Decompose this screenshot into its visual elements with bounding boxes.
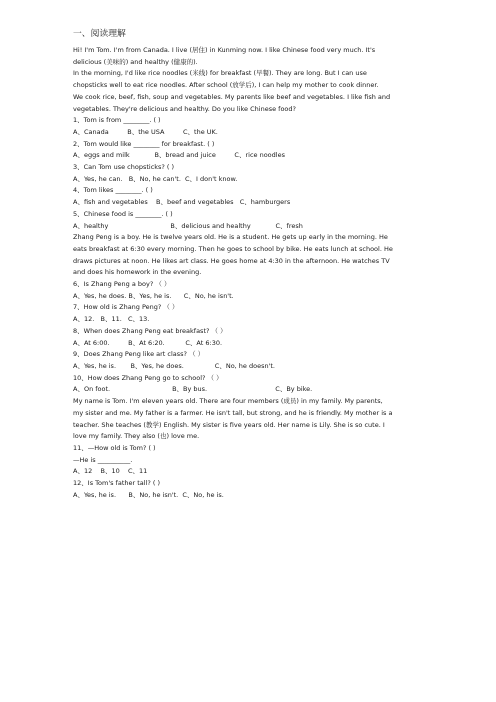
answer-options: A、Canada B、the USA C、the UK. xyxy=(73,127,218,136)
answer-options: A、At 6:00. B、At 6:20. C、At 6:30. xyxy=(73,338,223,347)
passage-line: and does his homework in the evening. xyxy=(73,268,202,277)
passage-line: love my family. They also (也) love me. xyxy=(73,432,200,441)
answer-options: A、On foot. B、By bus. C、By bike. xyxy=(73,385,313,394)
passage-line: draws pictures at noon. He likes art class. He goes home at 4:30 in the afternoon. He watches TV xyxy=(73,256,390,265)
passage-line: vegetables. They're delicious and healthy. Do you like Chinese food? xyxy=(73,104,296,113)
passage-line: delicious (美味的) and healthy (健康的). xyxy=(73,57,198,66)
question: 2、Tom would like ________ for breakfast. ( ) xyxy=(73,139,215,148)
question-group-3 xyxy=(73,443,453,502)
passage-1 xyxy=(73,45,453,115)
question: 10、How does Zhang Peng go to school? （ ） xyxy=(73,373,223,382)
content xyxy=(73,28,453,501)
answer-blank: —He is __________. xyxy=(73,455,133,464)
passage-line: my sister and me. My father is a farmer. He isn't tall, but strong, and he is friendly. My mother is a xyxy=(73,408,393,417)
passage-2 xyxy=(73,232,453,279)
passage-line: teacher. She teaches (教学) English. My sister is five years old. Her name is Lily. She is so cute. I xyxy=(73,420,385,429)
question: 11、—How old is Tom? ( ) xyxy=(73,443,156,452)
question: 1、Tom is from ________. ( ) xyxy=(73,116,161,125)
passage-3 xyxy=(73,396,453,443)
question: 5、Chinese food is ________. ( ) xyxy=(73,209,173,218)
passage-line: eats breakfast at 6:30 every morning. Then he goes to school by bike. He eats lunch at school. He xyxy=(73,244,393,253)
answer-options: A、Yes, he can. B、No, he can't. C、I don't know. xyxy=(73,174,238,183)
question: 6、Is Zhang Peng a boy? （ ） xyxy=(73,280,171,289)
answer-options: A、12. B、11. C、13. xyxy=(73,315,150,324)
answer-options: A、fish and vegetables B、beef and vegetables C、hamburgers xyxy=(73,198,291,207)
question: 9、Does Zhang Peng like art class? （ ） xyxy=(73,350,205,359)
question-group-1 xyxy=(73,115,453,232)
answer-options: A、healthy B、delicious and healthy C、fresh xyxy=(73,221,303,230)
question: 4、Tom likes ________. ( ) xyxy=(73,186,153,195)
passage-line: chopsticks well to eat rice noodles. After school (放学后), I can help my mother to cook dinner. xyxy=(73,81,379,90)
answer-options: A、Yes, he is. B、No, he isn't. C、No, he is. xyxy=(73,490,224,499)
answer-options: A、Yes, he does. B、Yes, he is. C、No, he isn't. xyxy=(73,291,234,300)
passage-line: My name is Tom. I'm eleven years old. There are four members (成员) in my family. My parents, xyxy=(73,397,383,406)
passage-line: In the morning, I'd like rice noodles (米线) for breakfast (早餐). They are long. But I can use xyxy=(73,69,367,78)
question: 8、When does Zhang Peng eat breakfast? （ ） xyxy=(73,326,227,335)
passage-line: Hi! I'm Tom. I'm from Canada. I live (居住) in Kunming now. I like Chinese food very much. It's xyxy=(73,46,376,54)
answer-options: A、Yes, he is. B、Yes, he does. C、No, he doesn't. xyxy=(73,361,275,370)
passage-line: Zhang Peng is a boy. He is twelve years old. He is a student. He gets up early in the morning. He xyxy=(73,233,388,242)
question: 12、Is Tom's father tall? ( ) xyxy=(73,479,161,488)
answer-options: A、eggs and milk B、bread and juice C、rice noodles xyxy=(73,151,285,160)
answer-options: A、12 B、10 C、11 xyxy=(73,467,148,476)
question: 7、How old is Zhang Peng? （ ） xyxy=(73,303,179,312)
section-heading: 一、阅读理解 xyxy=(73,29,126,39)
question: 3、Can Tom use chopsticks? ( ) xyxy=(73,163,175,172)
passage-line: We cook rice, beef, fish, soup and vegetables. My parents like beef and vegetables. I like fish and xyxy=(73,92,391,101)
question-group-2 xyxy=(73,279,453,396)
